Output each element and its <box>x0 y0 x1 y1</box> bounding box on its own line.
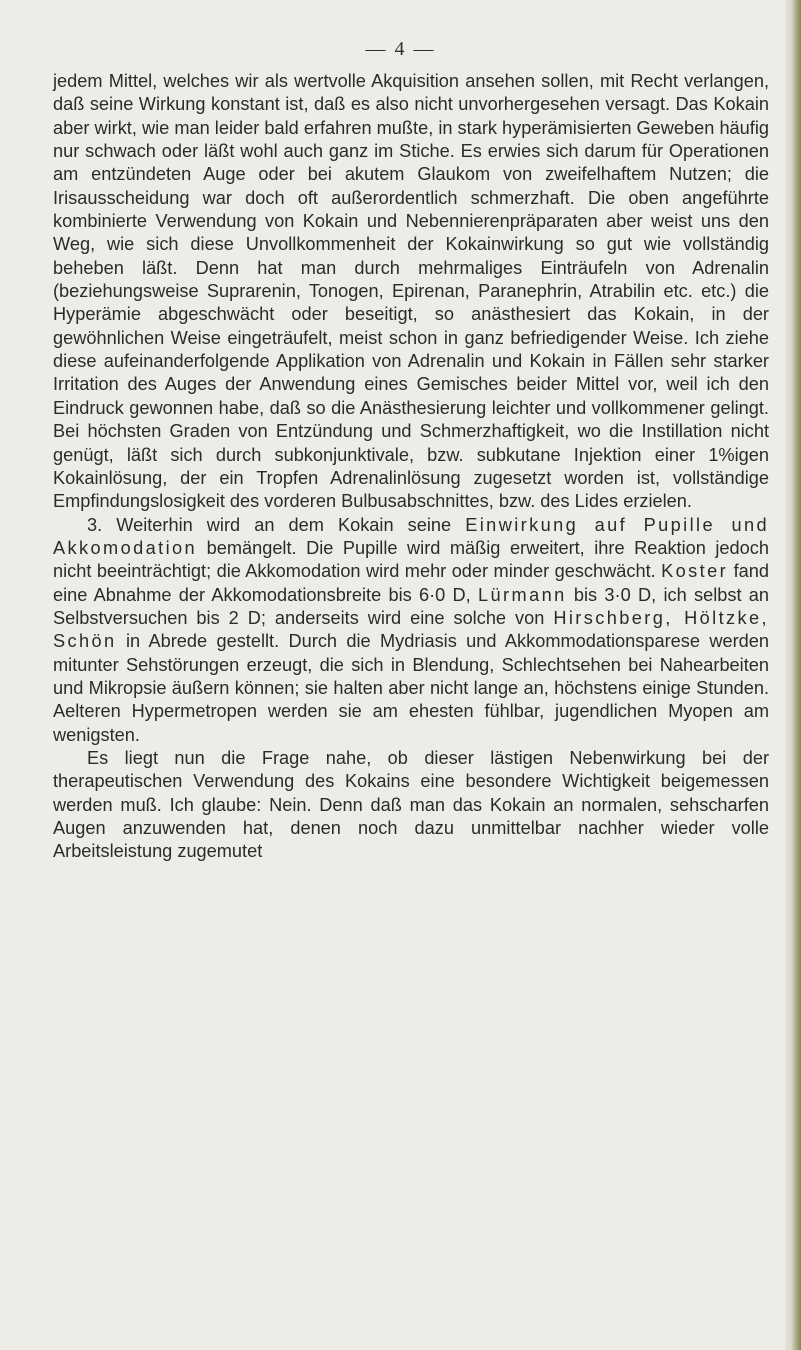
paragraph-3: Es liegt nun die Frage nahe, ob dieser lästigen Nebenwirkung bei der therapeutischen Verwendung des Kokains eine besondere Wichtigkeit beigemessen werden muß. Ich glaube: Nein. Denn daß man das Kokain an normalen, sehscharfen Augen anzuwenden hat, denen noch dazu unmittelbar nachher wieder volle Arbeitsleistung zugemutet <box>53 747 769 862</box>
paragraph-2-part-d: in Abrede gestellt. Durch die Mydriasis und Akkommodationsparese werden mitunter Sehstörungen erzeugt, die sich in Blendung, Schlechtsehen bei Nahearbeiten und Mikropsie äußern können; sie halten aber nicht lange an, höchstens einige Stunden. Aelteren Hypermetropen werden sie am ehesten fühlbar, jugendlichen Myopen am wenigsten. <box>53 631 769 745</box>
paragraph-2-part-c: bis 3·0 D, ich selbst an Selbstversuchen bis 2 D; anderseits wird eine solche von <box>53 584 769 628</box>
emphasized-topic: Einwirkung auf Pupille und Akkomodation <box>53 514 769 558</box>
page-edge-shadow <box>785 0 801 1350</box>
paragraph-2-part-a: bemängelt. Die Pupille wird mäßig erweitert, ihre Reaktion jedoch nicht beeinträchtigt; die Akkomodation wird mehr oder minder geschwächt. <box>53 537 769 582</box>
author-name-koster: Koster <box>661 561 729 582</box>
body-text <box>53 70 769 864</box>
page-number: — 4 — <box>365 38 436 60</box>
author-name-luermann: Lürmann <box>478 584 567 605</box>
paragraph-2 <box>53 514 769 747</box>
paragraph-1: jedem Mittel, welches wir als wertvolle Akquisition ansehen sollen, mit Recht verlangen, daß seine Wirkung konstant ist, daß es also nicht unvorhergesehen versagt. Das Kokain aber wirkt, wie man leider bald erfahren mußte, in stark hyperämisierten Geweben häufig nur schwach oder läßt wohl auch ganz im Stiche. Es erwies sich darum für Operationen am entzündeten Auge oder bei akutem Glaukom von zweifelhaftem Nutzen; die Irisausscheidung war doch oft außerordentlich schmerzhaft. Die oben angeführte kombinierte Verwendung von Kokain und Nebennierenpräparaten aber weist uns den Weg, wie sich diese Unvollkommenheit der Kokainwirkung so gut wie vollständig beheben läßt. Denn hat man durch mehrmaliges Einträufeln von Adrenalin (beziehungsweise Suprarenin, Tonogen, Epirenan, Paranephrin, Atrabilin etc. etc.) die Hyperämie abgeschwächt oder beseitigt, so anästhesiert das Kokain, in der gewöhnlichen Weise eingeträufelt, meist schon in ganz befriedigender Weise. Ich ziehe diese aufeinanderfolgende Applikation von Adrenalin und Kokain in Fällen sehr starker Irritation des Auges der Anwendung eines Gemisches beider Mittel vor, weil ich den Eindruck gewonnen habe, daß so die Anästhesierung leichter und vollkommener gelingt. Bei höchsten Graden von Entzündung und Schmerzhaftigkeit, wo die Instillation nicht genügt, läßt sich durch subkonjunktivale, bzw. subkutane Injektion einer 1%igen Kokainlösung, der ein Tropfen Adrenalinlösung zugesetzt worden ist, vollständige Empfindungslosigkeit des vorderen Bulbusabschnittes, bzw. des Lides erzielen. <box>53 71 769 512</box>
paragraph-2-lead: 3. Weiterhin wird an dem Kokain seine <box>87 514 452 535</box>
paragraph-2-part-b: fand eine Abnahme der Akkomodationsbreite bis 6·0 D, <box>53 561 769 605</box>
author-names-group: Hirschberg, Höltzke, Schön <box>53 607 769 652</box>
